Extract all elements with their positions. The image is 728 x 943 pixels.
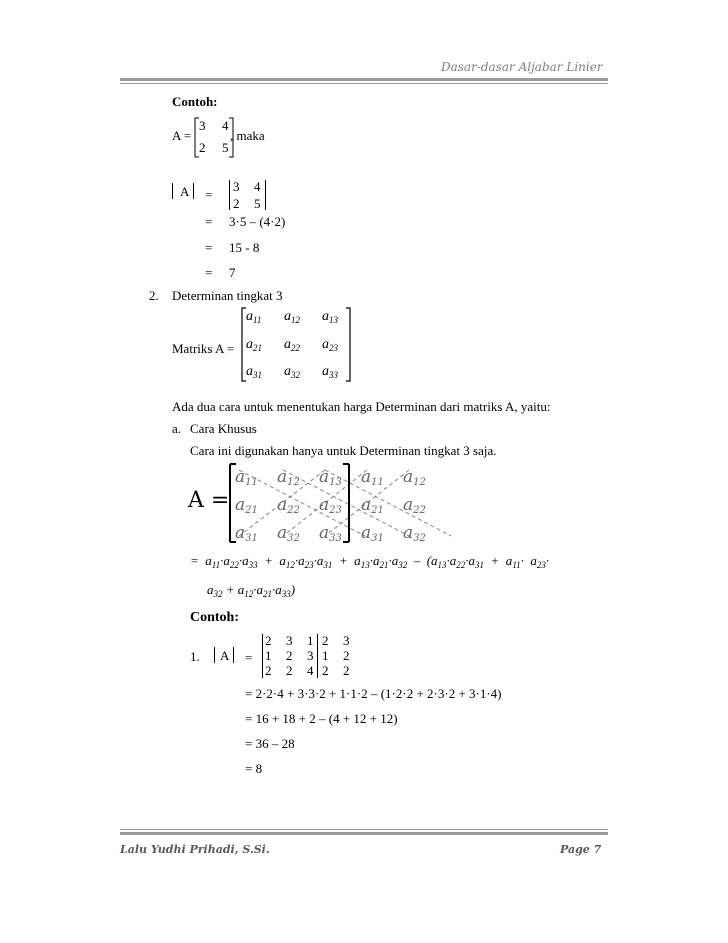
step1-eq: = (205, 214, 213, 229)
m3-r1c2: $a_{12}$ (284, 309, 300, 325)
det-bar-right (193, 183, 194, 199)
m3-r3c1-sub: 31 (253, 370, 262, 380)
m3-r2c3-sub: 23 (329, 343, 338, 353)
m3-r2c1: $a_{21}$ (246, 337, 262, 353)
m1-r1c2: 4 (222, 118, 229, 133)
svg-text:a32: a32 (403, 523, 426, 544)
d2-r1c2: 3 (286, 633, 293, 648)
method-a-label: a. (172, 421, 182, 436)
m3-r3c1: $a_{31}$ (246, 364, 262, 380)
d1-r1c1: 3 (233, 179, 240, 194)
m1-r2c1: 2 (199, 140, 206, 155)
m3-r3c2: $a_{32}$ (284, 364, 300, 380)
d1-r2c2: 5 (254, 196, 261, 211)
m3-r1c3-sub: 13 (329, 315, 338, 325)
m3-r2c2: $a_{22}$ (284, 337, 300, 353)
svg-text:a12: a12 (277, 467, 300, 488)
d2-r3c3: 4 (307, 663, 314, 678)
m3-r3c2-sub: 32 (291, 370, 300, 380)
example2-number: 1. (190, 649, 200, 664)
det2-bar-right (233, 647, 234, 663)
sarrus-diagram (225, 458, 615, 548)
ex2-step2: = 16 + 18 + 2 – (4 + 12 + 12) (245, 711, 398, 726)
maka-text: , maka (230, 128, 265, 143)
det2-eq: = (245, 650, 253, 665)
svg-text:a22: a22 (403, 495, 426, 516)
det2-matrix-bar-left (262, 634, 263, 678)
svg-text:a11: a11 (235, 467, 258, 488)
m3-r3c3: $a_{33}$ (322, 364, 338, 380)
step2: 15 - 8 (229, 240, 260, 255)
footer-rule-thin (120, 829, 608, 830)
m3-r1c1-sub: 11 (253, 315, 262, 325)
example2-label: Contoh: (190, 610, 240, 625)
sarrus-formula-line2: $a_{32} + a_{12}\cdot a_{21}\cdot a_{33}$) (207, 582, 296, 599)
method-a-title: Cara Khusus (190, 421, 257, 436)
svg-text:a11: a11 (361, 467, 384, 488)
step1: 3·5 – (4·2) (229, 214, 286, 229)
svg-text:a31: a31 (361, 523, 384, 544)
svg-text:a21: a21 (361, 495, 384, 516)
d2-r1c3: 1 (307, 633, 314, 648)
sarrus-formula-line1: = $a_{11}\cdot a_{22}\cdot a_{33} + a_{12}\cdot a_{23}\cdot a_{31} + a_{13}\cdot a_{21}\cdot a_{32} - (a_{13}\cdot a_{22}\cdot a_{31} + a_{11}\cdot a_{23}\cdot$ (190, 553, 550, 570)
section-number: 2. (149, 288, 159, 303)
svg-text:a31: a31 (235, 523, 258, 544)
det2-bar-left (214, 647, 215, 663)
d2-r2c2: 2 (286, 648, 293, 663)
m3-r1c1: $a_{11}$ (246, 309, 262, 325)
footer-rule (120, 832, 608, 835)
svg-text:a13: a13 (319, 467, 342, 488)
intro-text: Ada dua cara untuk menentukan harga Determinan dari matriks A, yaitu: (172, 399, 551, 414)
d2-r2c1: 1 (265, 648, 272, 663)
m3-r2c3: $a_{23}$ (322, 337, 338, 353)
d2-r1c1: 2 (265, 633, 272, 648)
det-matrix-bar-right (265, 180, 266, 210)
svg-text:a21: a21 (235, 495, 258, 516)
ex2-step3: = 36 – 28 (245, 736, 295, 751)
d2-r3c1: 2 (265, 663, 272, 678)
header-title: Dasar-dasar Aljabar Linier (441, 60, 603, 74)
svg-text:a33: a33 (319, 523, 342, 544)
header-rule (120, 78, 608, 81)
svg-text:a22: a22 (277, 495, 300, 516)
d2-r1c4: 2 (322, 633, 329, 648)
svg-text:a32: a32 (277, 523, 300, 544)
header-rule-thin (120, 83, 608, 84)
footer-page-number: Page 7 (560, 843, 602, 856)
step3: 7 (229, 265, 236, 280)
m3-r2c1-sub: 21 (253, 343, 262, 353)
step2-eq: = (205, 240, 213, 255)
det-bar-left (172, 183, 173, 199)
d2-r2c5: 2 (343, 648, 350, 663)
m1-r1c1: 3 (199, 118, 206, 133)
matriks-a-label: Matriks A = (172, 341, 235, 356)
m3-r2c2-sub: 22 (291, 343, 300, 353)
example1-label: Contoh: (172, 94, 218, 109)
d2-r3c4: 2 (322, 663, 329, 678)
footer-author: Lalu Yudhi Prihadi, S.Si. (120, 843, 270, 856)
det-a-label: A (180, 184, 190, 199)
step3-eq: = (205, 265, 213, 280)
matrix-a-label: A = (172, 128, 192, 143)
d2-r2c3: 3 (307, 648, 314, 663)
det2-a-label: A (220, 648, 230, 663)
d2-r1c5: 3 (343, 633, 350, 648)
svg-text:a23: a23 (319, 495, 342, 516)
sarrus-a-label: A = (188, 488, 230, 513)
det2-matrix-bar-mid (317, 634, 318, 678)
svg-text:a12: a12 (403, 467, 426, 488)
method-a-desc: Cara ini digunakan hanya untuk Determinan tingkat 3 saja. (190, 443, 497, 458)
det-matrix-bar-left (229, 180, 230, 210)
m3-r3c3-sub: 33 (329, 370, 338, 380)
d2-r2c4: 1 (322, 648, 329, 663)
ex2-step4: = 8 (245, 761, 263, 776)
m3-r1c2-sub: 12 (291, 315, 300, 325)
d1-r1c2: 4 (254, 179, 261, 194)
d1-r2c1: 2 (233, 196, 240, 211)
ex2-step1: = 2·2·4 + 3·3·2 + 1·1·2 – (1·2·2 + 2·3·2 + 3·1·4) (245, 686, 502, 701)
m1-r2c2: 5 (222, 140, 229, 155)
m3-r1c3: $a_{13}$ (322, 309, 338, 325)
d2-r3c2: 2 (286, 663, 293, 678)
d2-r3c5: 2 (343, 663, 350, 678)
det-eq: = (205, 187, 213, 202)
section-title: Determinan tingkat 3 (172, 288, 283, 303)
